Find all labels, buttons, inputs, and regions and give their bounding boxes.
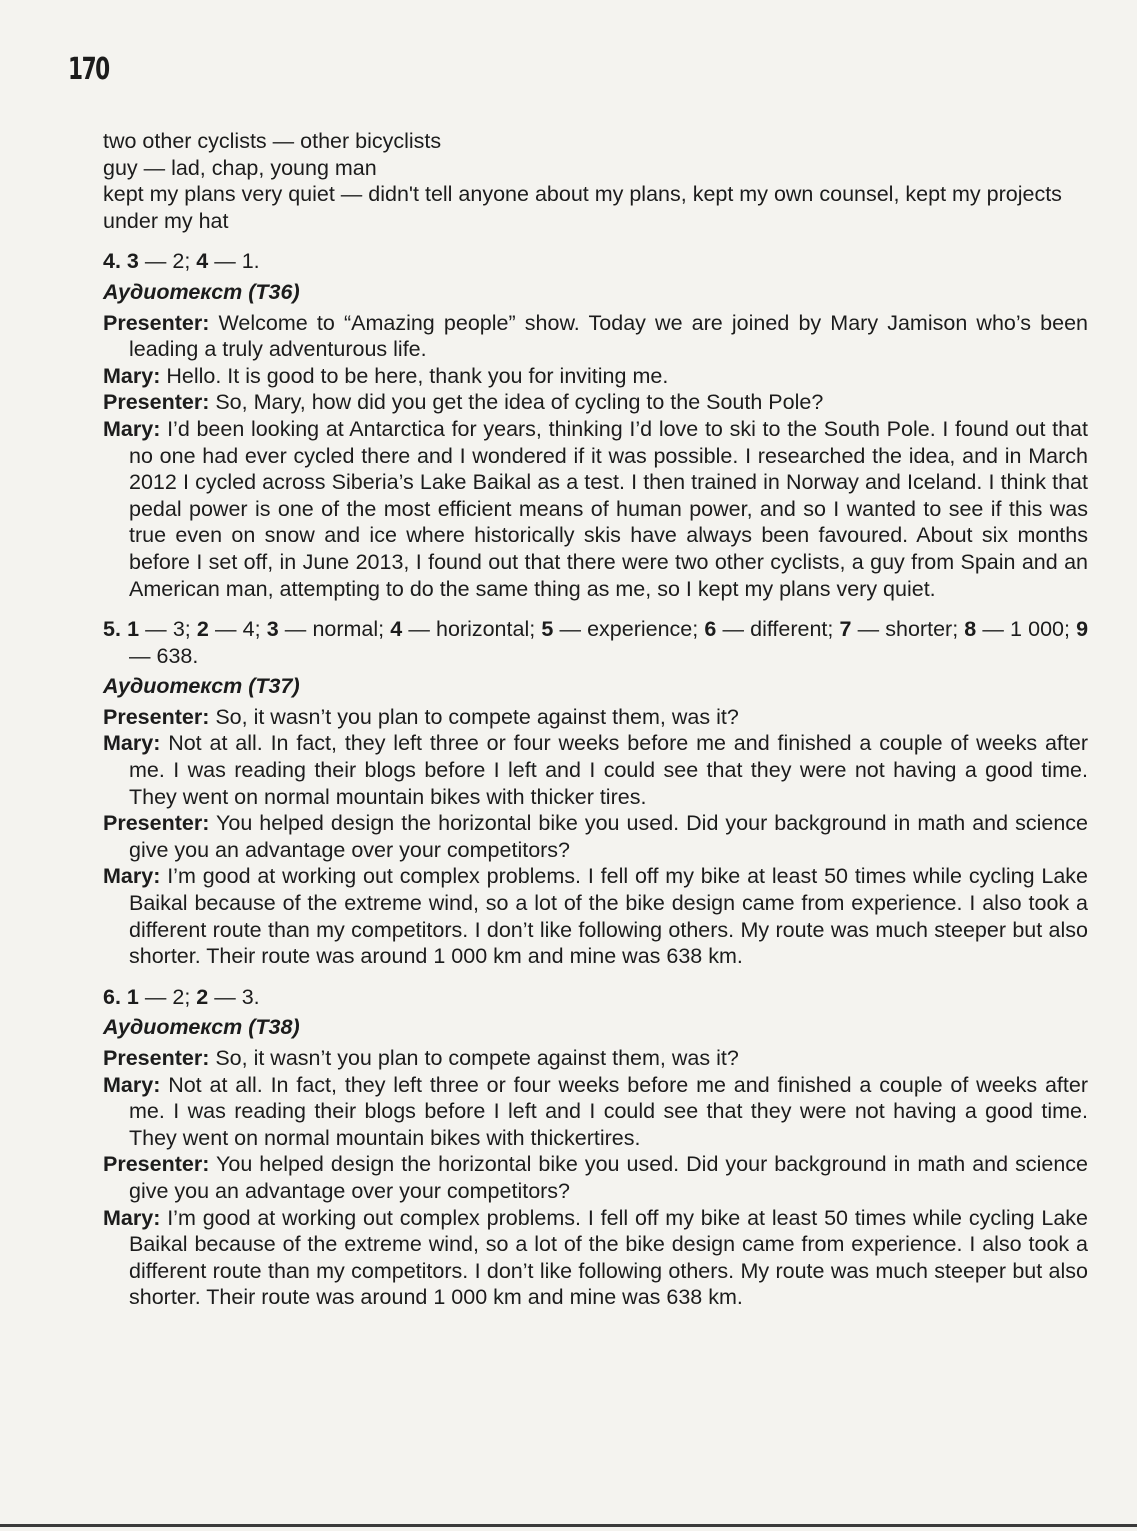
answer-key: 4. 3 — 2; 4 — 1. <box>103 249 260 274</box>
dialogue-line: Presenter: So, it wasn’t you plan to compete against them, was it? <box>103 704 739 729</box>
audio-title: Аудиотекст (Т38) <box>103 1015 300 1040</box>
audio-title: Аудиотекст (Т36) <box>103 279 300 304</box>
dialogue-line: Presenter: So, Mary, how did you get the idea of cycling to the South Pole? <box>103 390 824 415</box>
vocab-item: kept my plans very quiet — didn't tell anyone about my plans, kept my own counsel, kept my projects under my hat <box>103 182 1062 233</box>
dialogue <box>103 1045 1088 1311</box>
dialogue-line: Presenter: So, it wasn’t you plan to compete against them, was it? <box>103 1046 739 1070</box>
bottom-rule <box>0 1524 1137 1527</box>
vocab-item: two other cyclists — other bicyclists <box>103 129 442 153</box>
exercise-section <box>103 616 1088 970</box>
dialogue-line: Mary: I’m good at working out complex problems. I fell off my bike at least 50 times while cycling Lake Baikal because of the extreme wind, so a lot of the bike design came from experience. I also took a different route than my competitors. I don’t like following others. My route was much steeper but also shorter. Their route was around 1 000 km and mine was 638 km. <box>103 1205 1089 1310</box>
vocab-item: guy — lad, chap, young man <box>103 155 377 180</box>
page-content <box>103 128 1088 1311</box>
answer-key: 5. 1 — 3; 2 — 4; 3 — normal; 4 — horizontal; 5 — experience; 6 — different; 7 — shorter; 8 — 1 000; 9 — 638. <box>103 617 1089 668</box>
audio-title: Аудиотекст (Т37) <box>103 674 300 699</box>
dialogue-line: Presenter: You helped design the horizontal bike you used. Did your background in math and science give you an advantage over your competitors? <box>103 811 1088 862</box>
dialogue <box>103 704 1088 970</box>
dialogue-line: Presenter: Welcome to “Amazing people” show. Today we are joined by Mary Jamison who’s been leading a truly adventurous life. <box>103 310 1088 362</box>
page-number: 170 <box>68 52 109 87</box>
dialogue <box>103 310 1088 603</box>
dialogue-line: Mary: I’d been looking at Antarctica for years, thinking I’d love to ski to the South Pole. I found out that no one had ever cycled there and I wondered if it was possible. I researched the idea, and in March 2012 I cycled across Siberia’s Lake Baikal as a test. I then trained in Norway and Iceland. I think that pedal power is one of the most efficient means of human power, and so I wanted to see if this was true even on snow and ice where historically skis have always been favoured. About six months before I set off, in June 2013, I found out that there were two other cyclists, a guy from Spain and an American man, attempting to do the same thing as me, so I kept my plans very quiet. <box>103 416 1088 601</box>
vocabulary-list <box>103 128 1088 234</box>
dialogue-line: Mary: Not at all. In fact, they left three or four weeks before me and finished a couple of weeks after me. I was reading their blogs before I left and I could see that they were not having a good time. They went on normal mountain bikes with thicker tires. <box>103 731 1088 809</box>
answer-key: 6. 1 — 2; 2 — 3. <box>103 984 260 1009</box>
exercise-section <box>103 984 1088 1311</box>
dialogue-line: Mary: Hello. It is good to be here, thank you for inviting me. <box>103 363 669 388</box>
dialogue-line: Mary: Not at all. In fact, they left three or four weeks before me and finished a couple of weeks after me. I was reading their blogs before I left and I could see that they were not having a good time. They went on normal mountain bikes with thickertires. <box>103 1072 1088 1150</box>
dialogue-line: Presenter: You helped design the horizontal bike you used. Did your background in math and science give you an advantage over your competitors? <box>103 1152 1088 1203</box>
dialogue-line: Mary: I’m good at working out complex problems. I fell off my bike at least 50 times while cycling Lake Baikal because of the extreme wind, so a lot of the bike design came from experience. I also took a different route than my competitors. I don’t like following others. My route was much steeper but also shorter. Their route was around 1 000 km and mine was 638 km. <box>103 864 1089 969</box>
exercise-section <box>103 248 1088 602</box>
